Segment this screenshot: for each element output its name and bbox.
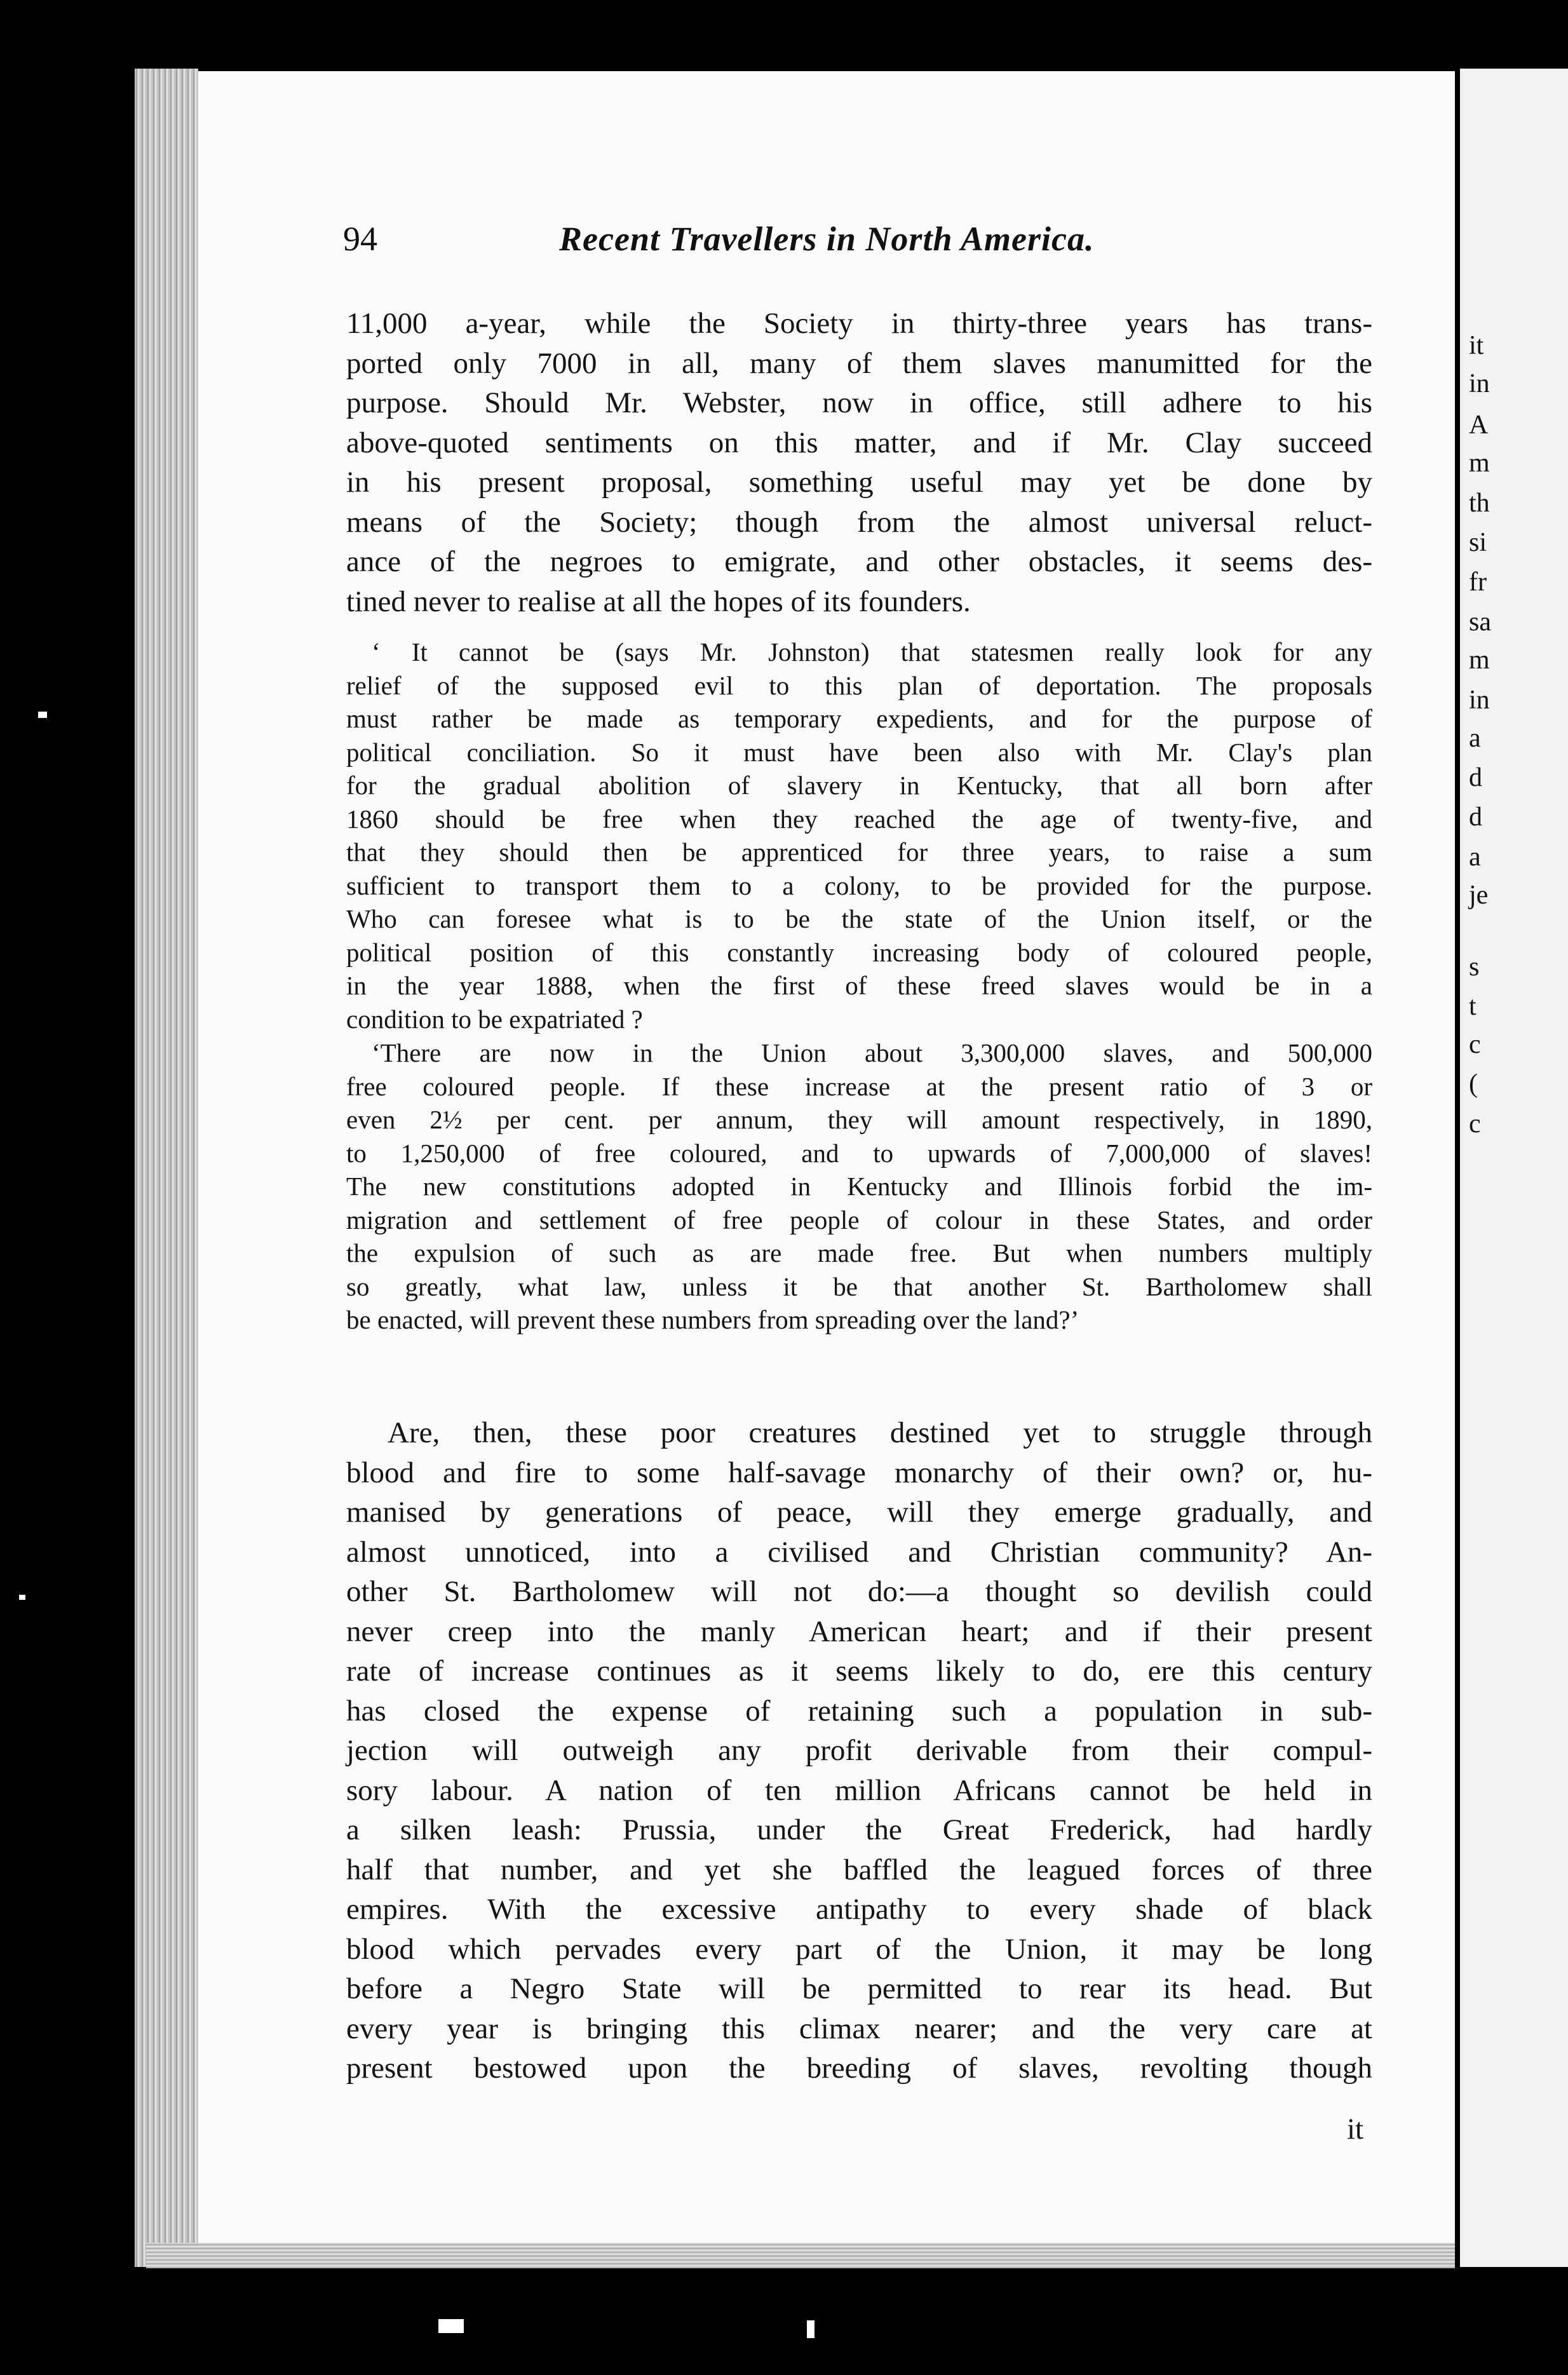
text-line: other St. Bartholomew will not do:—a thought so devilish could <box>346 1575 1372 1608</box>
catchword: it <box>1347 2113 1364 2146</box>
text-line: means of the Society; though from the almost universal reluct- <box>346 505 1372 539</box>
text-line: so greatly, what law, unless it be that another St. Bartholomew shall <box>346 1271 1372 1301</box>
text-line: ported only 7000 in all, many of them slaves manumitted for the <box>346 346 1372 380</box>
text-line: blood and fire to some half-savage monarchy of their own? or, hu- <box>346 1456 1372 1489</box>
running-title: Recent Travellers in North America. <box>559 220 1095 258</box>
facing-page-fragment: ( <box>1469 1069 1478 1099</box>
text-line: for the gradual abolition of slavery in Kentucky, that all born after <box>346 771 1372 800</box>
facing-page-fragment: je <box>1469 881 1489 910</box>
text-line: sory labour. A nation of ten million Africans cannot be held in <box>346 1773 1372 1807</box>
facing-page-fragment: a <box>1469 724 1481 753</box>
text-line: a silken leash: Prussia, under the Great Frederick, had hardly <box>346 1813 1372 1846</box>
text-line: 1860 should be free when they reached the age of twenty-five, and <box>346 804 1372 834</box>
facing-page-fragment: in <box>1469 369 1490 398</box>
text-line: in his present proposal, something useful may yet be done by <box>346 466 1372 499</box>
text-line: has closed the expense of retaining such a population in sub- <box>346 1694 1372 1728</box>
text-line: Are, then, these poor creatures destined yet to struggle through <box>388 1416 1372 1449</box>
text-line: never creep into the manly American heart; and if their present <box>346 1614 1372 1648</box>
text-line: The new constitutions adopted in Kentucky and Illinois forbid the im- <box>346 1172 1372 1201</box>
text-line: jection will outweigh any profit derivable from their compul- <box>346 1734 1372 1767</box>
text-line: empires. With the excessive antipathy to every shade of black <box>346 1893 1372 1926</box>
text-line: must rather be made as temporary expedients, and for the purpose of <box>346 704 1372 733</box>
text-line: to 1,250,000 of free coloured, and to upwards of 7,000,000 of slaves! <box>346 1138 1372 1168</box>
text-line: political conciliation. So it must have been also with Mr. Clay's plan <box>346 737 1372 767</box>
text-line: rate of increase continues as it seems likely to do, ere this century <box>346 1654 1372 1688</box>
scan-speck <box>19 1595 25 1600</box>
text-line: tined never to realise at all the hopes of its founders. <box>346 585 971 618</box>
scan-speck <box>38 712 47 718</box>
text-line: blood which pervades every part of the Union, it may be long <box>346 1932 1372 1966</box>
text-line: in the year 1888, when the first of these freed slaves would be in a <box>346 971 1372 1000</box>
scan-speck <box>807 2320 814 2338</box>
scan-speck <box>438 2319 464 2333</box>
facing-page-fragment: m <box>1469 646 1490 675</box>
text-line: that they should then be apprenticed for three years, to raise a sum <box>346 837 1372 867</box>
text-line: 11,000 a-year, while the Society in thirty-three years has trans- <box>346 307 1372 340</box>
quote-johnston <box>346 635 1372 1036</box>
facing-page-fragment: A <box>1469 410 1489 440</box>
text-line: ‘ It cannot be (says Mr. Johnston) that statesmen really look for any <box>372 637 1372 666</box>
facing-page-fragment: c <box>1469 1109 1481 1139</box>
text-line: sufficient to transport them to a colony, to be provided for the purpose. <box>346 870 1372 900</box>
text-line: condition to be expatriated ? <box>346 1004 643 1034</box>
text-line: migration and settlement of free people of colour in these States, and order <box>346 1205 1372 1235</box>
text-line: half that number, and yet she baffled the leagued forces of three <box>346 1853 1372 1886</box>
text-line: above-quoted sentiments on this matter, and if Mr. Clay succeed <box>346 426 1372 459</box>
text-line: every year is bringing this climax nearer; and the very care at <box>346 2012 1372 2045</box>
text-line: free coloured people. If these increase at the present ratio of 3 or <box>346 1071 1372 1101</box>
text-line: political position of this constantly increasing body of coloured people, <box>346 937 1372 967</box>
text-line: present bestowed upon the breeding of slaves, revolting though <box>346 2052 1372 2085</box>
running-head <box>343 219 1233 264</box>
text-line: ance of the negroes to emigrate, and other obstacles, it seems des- <box>346 545 1372 578</box>
facing-page-fragment: t <box>1469 992 1477 1021</box>
text-line: Who can foresee what is to be the state of the Union itself, or the <box>346 904 1372 933</box>
paragraph-2 <box>346 1413 1372 2088</box>
facing-page-fragment: c <box>1469 1030 1481 1059</box>
facing-page-fragment: fr <box>1469 567 1487 597</box>
text-line: purpose. Should Mr. Webster, now in office, still adhere to his <box>346 386 1372 419</box>
text-line: almost unnoticed, into a civilised and Christian community? An- <box>346 1535 1372 1569</box>
text-line: before a Negro State will be permitted to rear its head. But <box>346 1972 1372 2005</box>
facing-page-fragment: m <box>1469 449 1490 478</box>
facing-page-fragment: th <box>1469 489 1490 518</box>
page-edge-bottom <box>146 2243 1455 2268</box>
paragraph-1 <box>346 304 1372 621</box>
text-line: relief of the supposed evil to this plan of deportation. The proposals <box>346 670 1372 700</box>
page-edge-left <box>135 69 198 2267</box>
facing-page-fragment: in <box>1469 686 1490 715</box>
text-line: the expulsion of such as are made free. But when numbers multiply <box>346 1238 1372 1268</box>
text-line: even 2½ per cent. per annum, they will amount respectively, in 1890, <box>346 1105 1372 1134</box>
facing-page-fragment: sa <box>1469 607 1491 637</box>
facing-page-fragment: a <box>1469 842 1481 872</box>
page-number: 94 <box>343 220 377 258</box>
facing-page-fragment: d <box>1469 802 1482 832</box>
facing-page-fragment: d <box>1469 763 1482 792</box>
quote-statistics <box>346 1036 1372 1337</box>
text-line: be enacted, will prevent these numbers from spreading over the land?’ <box>346 1305 1079 1334</box>
facing-page-fragment: si <box>1469 528 1487 557</box>
text-line: manised by generations of peace, will they emerge gradually, and <box>346 1496 1372 1529</box>
text-line: ‘There are now in the Union about 3,300,000 slaves, and 500,000 <box>372 1038 1372 1067</box>
facing-page-fragment: it <box>1469 331 1484 360</box>
facing-page-fragment: s <box>1469 952 1480 982</box>
